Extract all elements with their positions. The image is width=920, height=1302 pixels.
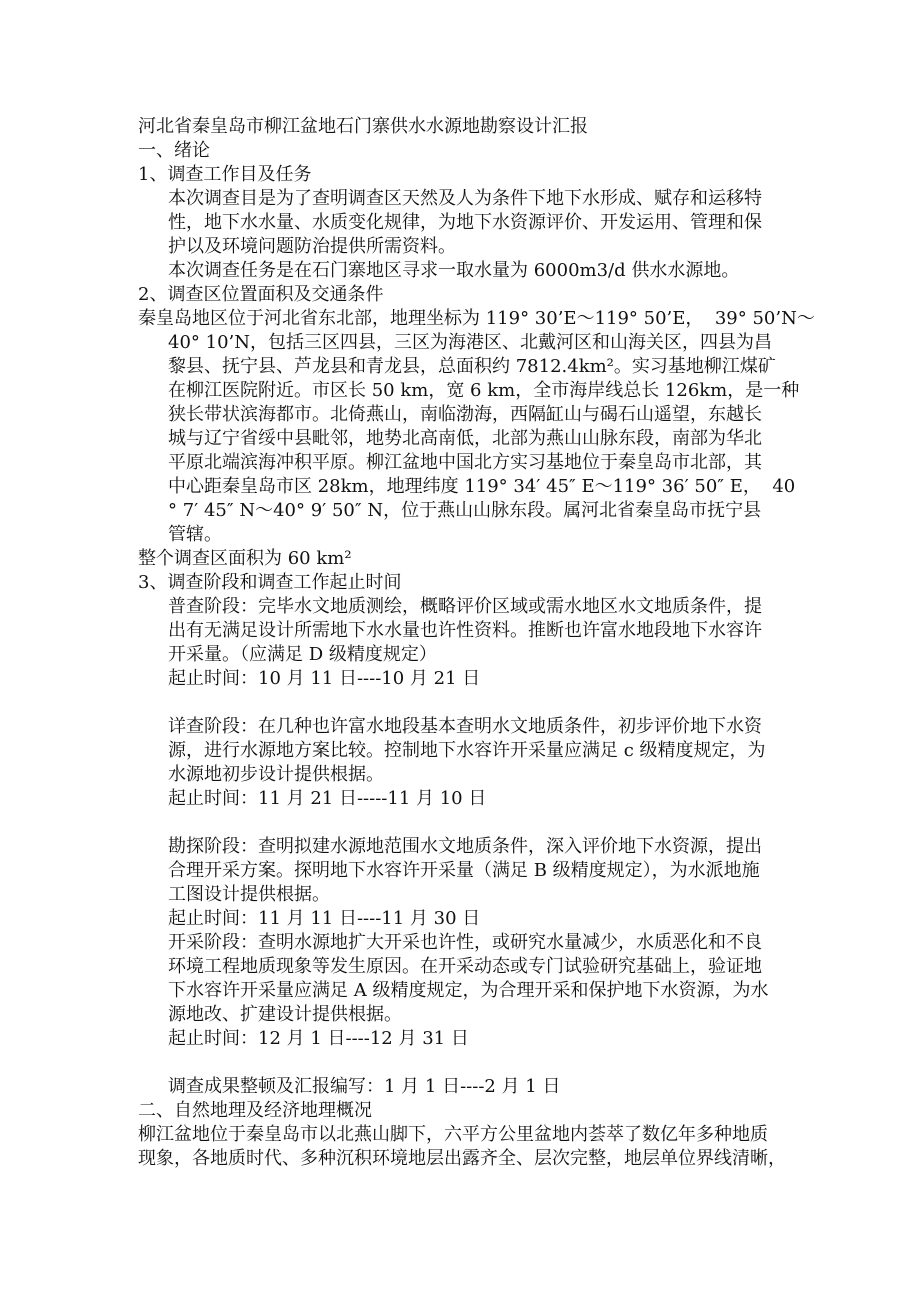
text-line: 中心距秦皇岛市区 28km，地理纬度 119° 34′ 45″ E～119° 36′ 50″ E， 40 [168, 476, 796, 497]
text-line: ° 7′ 45″ N～40° 9′ 50″ N，位于燕山山脉东段。属河北省秦皇岛市抚宁县 [168, 500, 762, 521]
document-title: 河北省秦皇岛市柳江盆地石门寨供水水源地勘察设计汇报 [138, 116, 588, 137]
text-line: 开采阶段：查明水源地扩大开采也许性，或研究水量减少，水质恶化和不良 [168, 932, 762, 953]
text-line: 性，地下水水量、水质变化规律，为地下水资源评价、开发运用、管理和保 [168, 212, 762, 233]
date-range-line: 起止时间：12 月 1 日----12 月 31 日 [168, 1028, 469, 1049]
text-line: 黎县、抚宁县、芦龙县和青龙县，总面积约 7812.4km²。实习基地柳江煤矿 [168, 356, 776, 377]
text-line: 平原北端滨海冲积平原。柳江盆地中国北方实习基地位于秦皇岛市北部，其 [168, 452, 762, 473]
date-range-line: 起止时间：11 月 11 日----11 月 30 日 [168, 908, 481, 929]
text-line: 水源地初步设计提供根据。 [168, 764, 384, 785]
text-line: 40° 10’N，包括三区四县，三区为海港区、北戴河区和山海关区，四县为昌 [168, 332, 772, 353]
text-line: 在柳江医院附近。市区长 50 km，宽 6 km，全市海岸线总长 126km，是一种 [168, 380, 800, 401]
subsection-heading: 1、调查工作目及任务 [138, 164, 312, 185]
date-range-line: 起止时间：10 月 11 日----10 月 21 日 [168, 668, 481, 689]
text-line: 柳江盆地位于秦皇岛市以北燕山脚下，六平方公里盆地内荟萃了数亿年多种地质 [138, 1124, 768, 1145]
text-line: 出有无满足设计所需地下水水量也许性资料。推断也许富水地段地下水容许 [168, 620, 762, 641]
text-line: 详查阶段：在几种也许富水地段基本查明水文地质条件，初步评价地下水资 [168, 716, 762, 737]
text-line: 城与辽宁省绥中县毗邻，地势北高南低，北部为燕山山脉东段，南部为华北 [168, 428, 762, 449]
text-line: 管辖。 [168, 524, 222, 545]
text-line: 现象，各地质时代、多种沉积环境地层出露齐全、层次完整，地层单位界线清晰， [138, 1148, 786, 1169]
text-line: 勘探阶段：查明拟建水源地范围水文地质条件，深入评价地下水资源，提出 [168, 836, 762, 857]
text-line: 狭长带状滨海都市。北倚燕山，南临渤海，西隔缸山与碣石山遥望，东越长 [168, 404, 762, 425]
text-line: 普查阶段：完毕水文地质测绘，概略评价区域或需水地区水文地质条件，提 [168, 596, 762, 617]
text-line: 护以及环境问题防治提供所需资料。 [168, 236, 456, 257]
text-line: 源地改、扩建设计提供根据。 [168, 1004, 402, 1025]
section-heading: 一、绪论 [138, 140, 210, 161]
text-line: 本次调查目是为了查明调查区天然及人为条件下地下水形成、赋存和运移特 [168, 188, 762, 209]
section-heading: 二、自然地理及经济地理概况 [138, 1100, 372, 1121]
text-line: 环境工程地质现象等发生原因。在开采动态或专门试验研究基础上，验证地 [168, 956, 762, 977]
text-line: 工图设计提供根据。 [168, 884, 330, 905]
text-line: 下水容许开采量应满足 A 级精度规定，为合理开采和保护地下水资源，为水 [168, 980, 769, 1001]
text-line: 整个调查区面积为 60 km² [138, 548, 352, 569]
text-line: 合理开采方案。探明地下水容许开采量（满足 B 级精度规定），为水派地施 [168, 860, 760, 881]
date-range-line: 起止时间：11 月 21 日-----11 月 10 日 [168, 788, 487, 809]
text-line: 源，进行水源地方案比较。控制地下水容许开采量应满足 c 级精度规定，为 [168, 740, 766, 761]
subsection-heading: 2、调查区位置面积及交通条件 [138, 284, 384, 305]
text-line: 本次调查任务是在石门寨地区寻求一取水量为 6000m3/d 供水水源地。 [168, 260, 740, 281]
date-range-line: 调查成果整顿及汇报编写：1 月 1 日----2 月 1 日 [168, 1076, 561, 1097]
text-line: 开采量。（应满足 D 级精度规定） [168, 644, 437, 665]
subsection-heading: 3、调查阶段和调查工作起止时间 [138, 572, 402, 593]
text-line: 秦皇岛地区位于河北省东北部，地理坐标为 119° 30’E～119° 50’E， 39° 50’N～ [138, 308, 815, 329]
